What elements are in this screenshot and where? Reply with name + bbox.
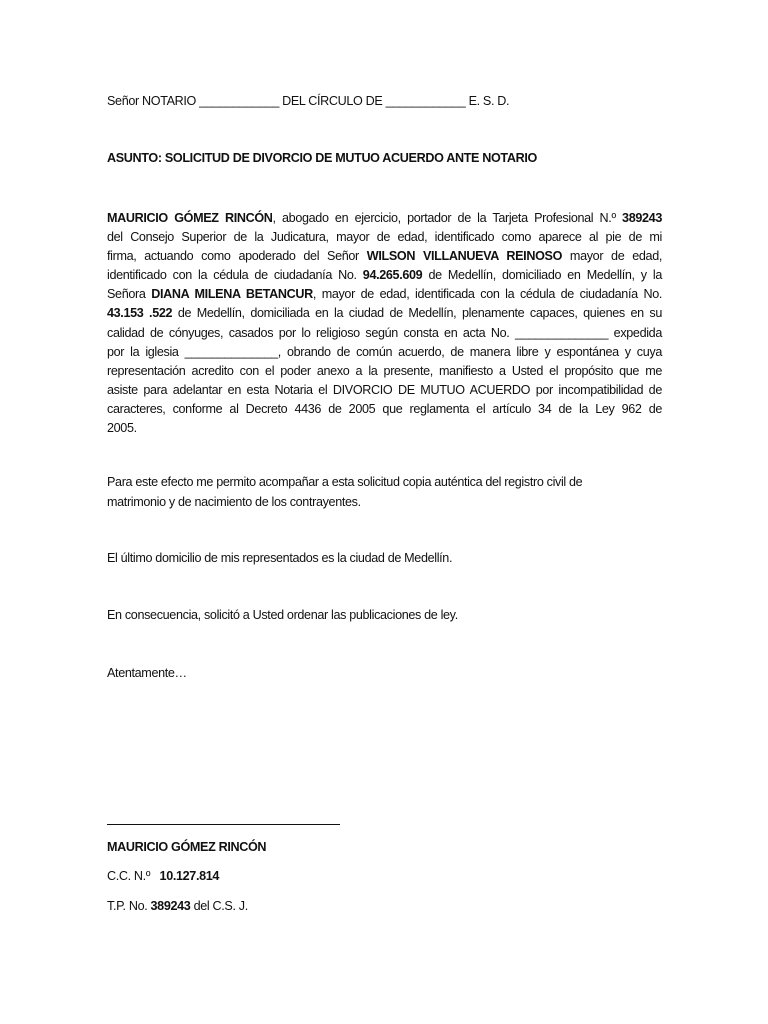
paragraph-line: 43.153 .522 de Medellín, domiciliada en la ciudad de Medellín, plenamente capaces, quienes en su: [107, 306, 662, 321]
client-name-1: WILSON VILLANUEVA REINOSO: [366, 249, 563, 264]
attachments-paragraph: [107, 472, 662, 512]
salutation-line: Señor NOTARIO ____________ DEL CÍRCULO DE ____________ E. S. D.: [107, 94, 510, 108]
paragraph-line: por la iglesia ______________, obrando de común acuerdo, de manera libre y espontánea y cuya: [107, 344, 662, 359]
request-paragraph: En consecuencia, solicitó a Usted ordenar las publicaciones de ley.: [107, 608, 458, 622]
paragraph-line: firma, actuando como apoderado del Señor WILSON VILLANUEVA REINOSO mayor de edad,: [107, 249, 662, 264]
paragraph-line: matrimonio y de nacimiento de los contrayentes.: [107, 495, 361, 509]
paragraph-line: representación acredito con el poder anexo a la presente, manifiesto a Usted el propósito que me: [107, 363, 662, 378]
client-id-1: 94.265.609: [362, 268, 423, 283]
client-id-2: 43.153 .522: [107, 306, 173, 321]
paragraph-line: caracteres, conforme al Decreto 4436 de 2005 que reglamenta el artículo 34 de la Ley 962 de: [107, 401, 662, 416]
signature-id: C.C. N.º 10.127.814: [107, 869, 220, 883]
main-paragraph: [107, 209, 662, 438]
paragraph-line: Para este efecto me permito acompañar a esta solicitud copia auténtica del registro civil de: [107, 475, 583, 489]
paragraph-line: MAURICIO GÓMEZ RINCÓN, abogado en ejercicio, portador de la Tarjeta Profesional N.º 389243: [107, 211, 662, 225]
paragraph-line: del Consejo Superior de la Judicatura, mayor de edad, identificado como aparece al pie de mi: [107, 230, 662, 245]
paragraph-line: 2005.: [107, 421, 137, 436]
signature-name: MAURICIO GÓMEZ RINCÓN: [107, 840, 267, 854]
paragraph-line: identificado con la cédula de ciudadanía No. 94.265.609 de Medellín, domiciliado en Medellín, y la: [107, 268, 662, 283]
client-name-2: DIANA MILENA BETANCUR: [151, 287, 313, 302]
domicile-paragraph: El último domicilio de mis representados es la ciudad de Medellín.: [107, 551, 453, 565]
paragraph-line: calidad de cónyuges, casados por lo religioso según consta en acta No. ______________ expedida: [107, 325, 662, 340]
signature-professional-card: T.P. No. 389243 del C.S. J.: [107, 899, 248, 913]
paragraph-line: asiste para adelantar en esta Notaria el DIVORCIO DE MUTUO ACUERDO por incompatibilidad de: [107, 382, 662, 397]
closing-salutation: Atentamente…: [107, 666, 187, 680]
lawyer-name: MAURICIO GÓMEZ RINCÓN: [107, 211, 273, 225]
signature-line: [107, 824, 340, 825]
subject-line: ASUNTO: SOLICITUD DE DIVORCIO DE MUTUO ACUERDO ANTE NOTARIO: [107, 151, 537, 165]
professional-card-number: 389243: [622, 211, 662, 225]
paragraph-line: Señora DIANA MILENA BETANCUR, mayor de edad, identificada con la cédula de ciudadanía No.: [107, 287, 662, 302]
